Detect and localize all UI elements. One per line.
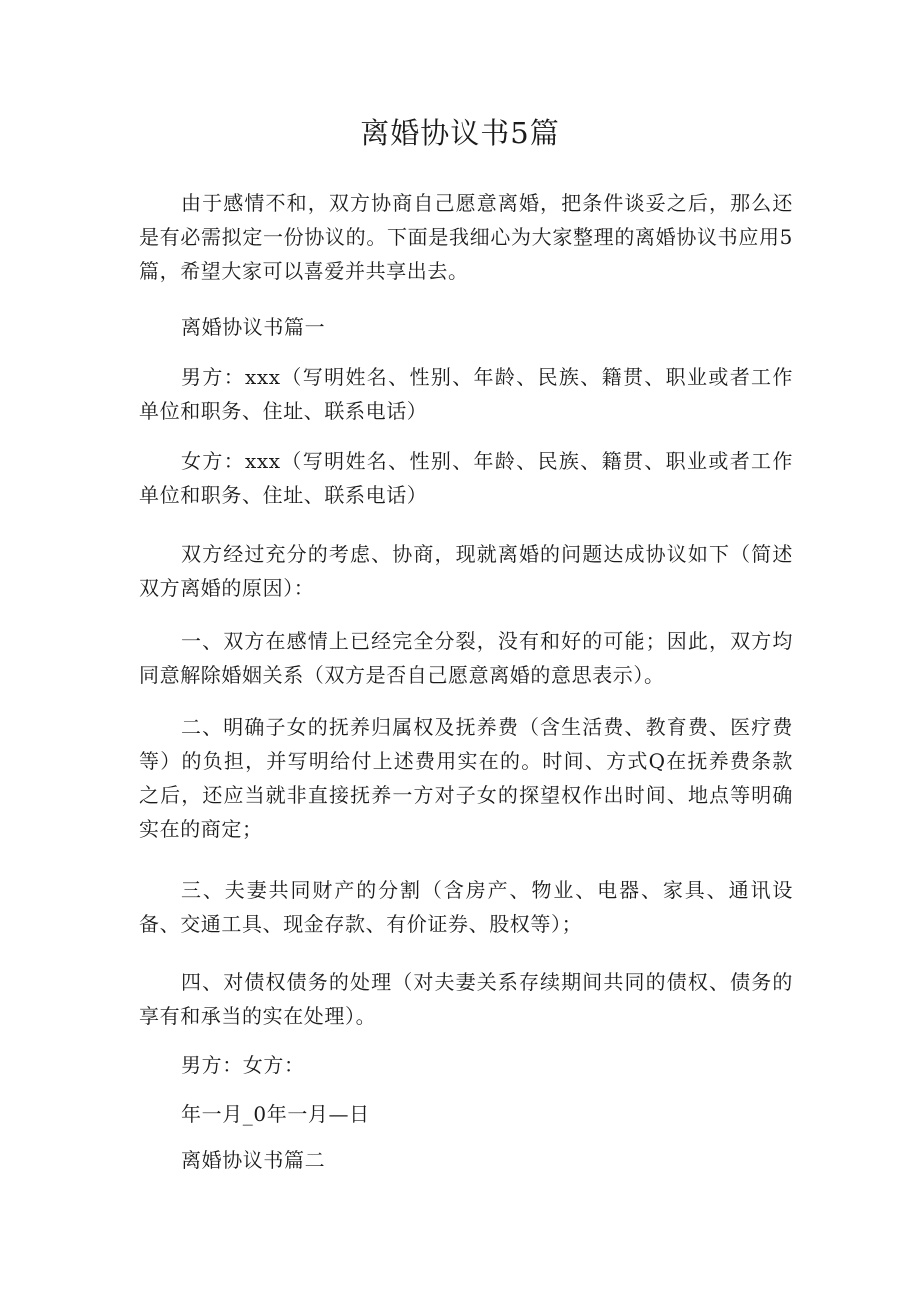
clause-1-paragraph: 一、双方在感情上已经完全分裂，没有和好的可能；因此，双方均同意解除婚姻关系（双方是否自己愿意离婚的意思表示）。: [139, 629, 793, 687]
agreement-intro-paragraph: 双方经过充分的考虑、协商，现就离婚的问题达成协议如下（简述双方离婚的原因）：: [139, 542, 793, 600]
date-line: 年一月_0年一月—日: [181, 1102, 370, 1126]
clause-2-paragraph: 二、明确子女的抚养归属权及抚养费（含生活费、教育费、医疗费等）的负担，并写明给付上述费用实在的。时间、方式Q在抚养费条款之后，还应当就非直接抚养一方对子女的探望权作出时间、地点等明确实在的商定；: [139, 715, 793, 841]
intro-paragraph: 由于感情不和，双方协商自己愿意离婚，把条件谈妥之后，那么还是有必需拟定一份协议的。下面是我细心为大家整理的离婚协议书应用5篇，希望大家可以喜爱并共享出去。: [139, 191, 793, 283]
male-party-paragraph: 男方：xxx（写明姓名、性别、年龄、民族、籍贯、职业或者工作单位和职务、住址、联系电话）: [139, 365, 793, 423]
female-party-paragraph: 女方：xxx（写明姓名、性别、年龄、民族、籍贯、职业或者工作单位和职务、住址、联系电话）: [139, 449, 793, 507]
section-heading-1: 离婚协议书篇一: [181, 315, 326, 339]
section-heading-2: 离婚协议书篇二: [181, 1148, 326, 1172]
clause-4-paragraph: 四、对债权债务的处理（对夫妻关系存续期间共同的债权、债务的享有和承当的实在处理）。: [139, 970, 793, 1028]
clause-3-paragraph: 三、夫妻共同财产的分割（含房产、物业、电器、家具、通讯设备、交通工具、现金存款、有价证券、股权等）；: [139, 878, 793, 936]
document-title: 离婚协议书5篇: [360, 116, 560, 150]
signature-line: 男方：女方：: [181, 1053, 305, 1077]
